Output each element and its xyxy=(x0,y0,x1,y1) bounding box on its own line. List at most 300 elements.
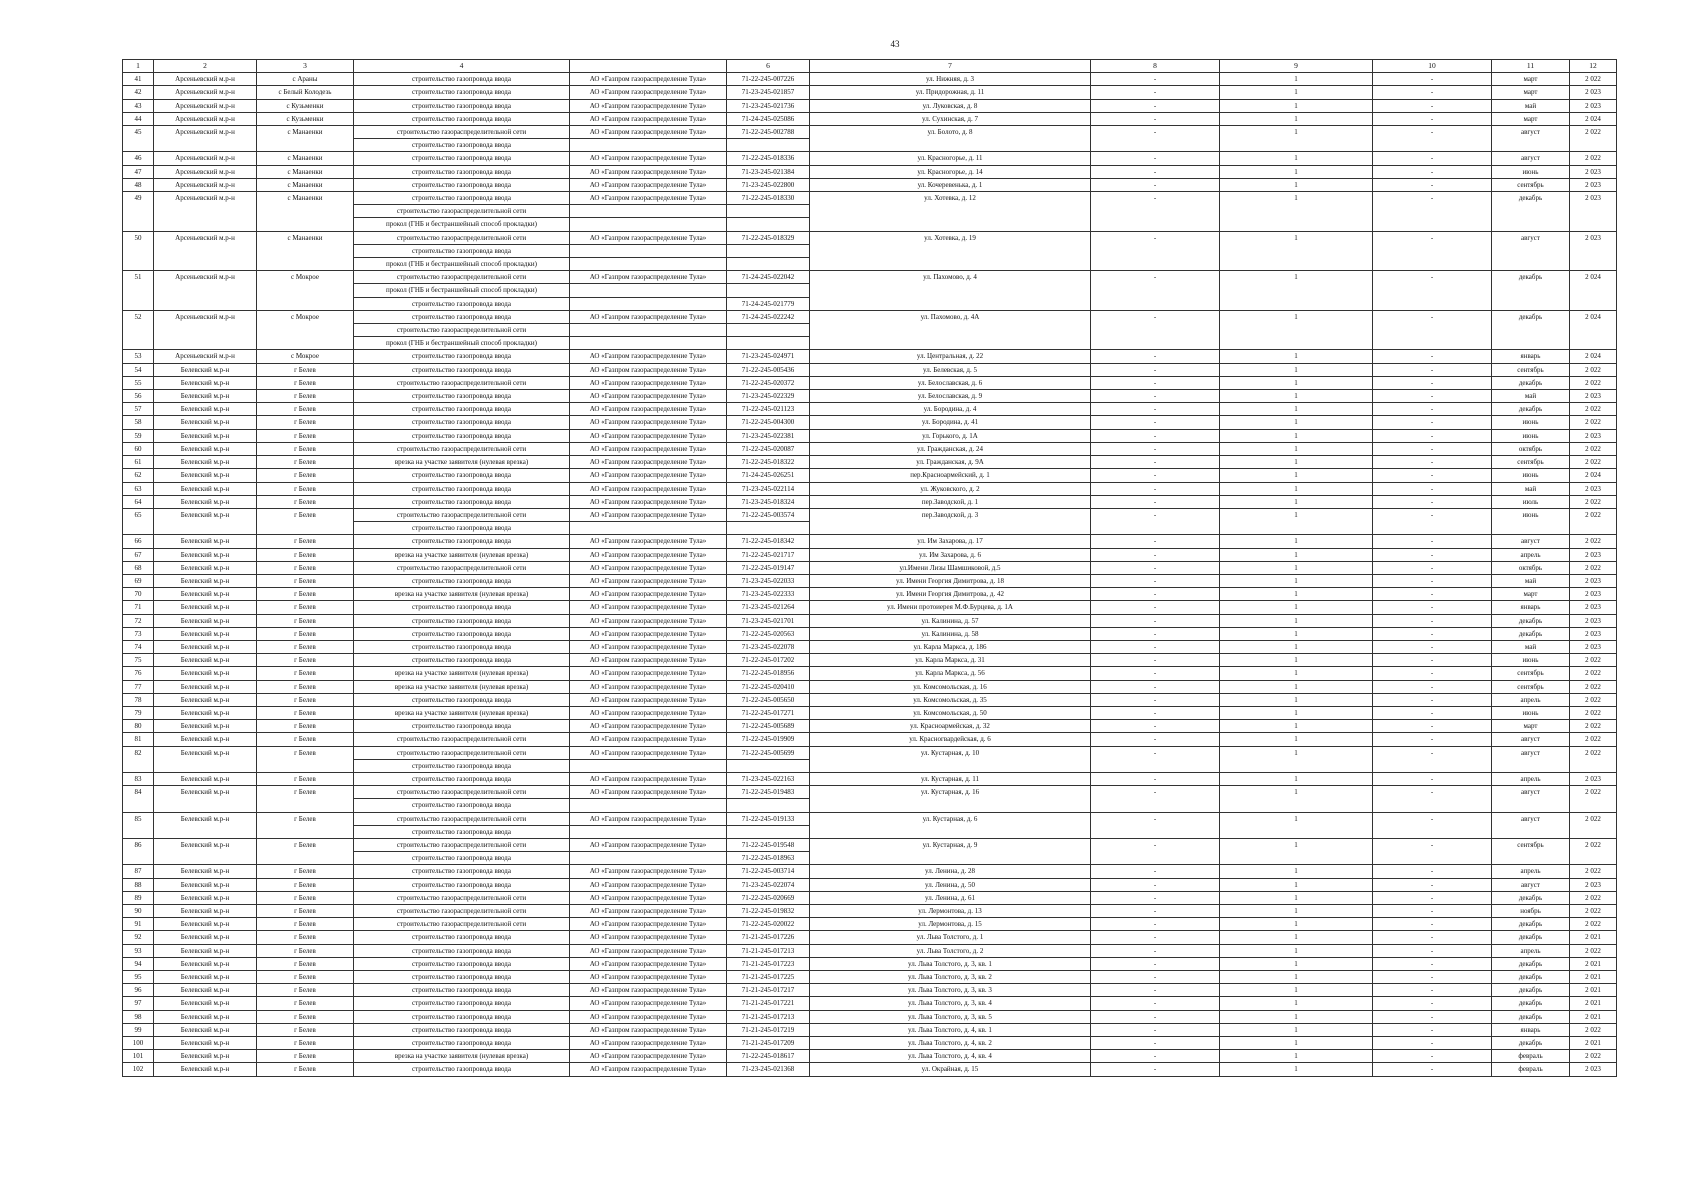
table-cell: - xyxy=(1373,548,1492,561)
table-cell xyxy=(727,258,810,271)
table-row xyxy=(123,112,1617,125)
table-cell: г Белев xyxy=(257,680,354,693)
table-cell: ул. Красногорье, д. 11 xyxy=(810,152,1091,165)
table-cell: Арсеньевский м.р-н xyxy=(154,271,257,311)
table-row xyxy=(123,376,1617,389)
table-cell: ул. Сухинская, д. 7 xyxy=(810,112,1091,125)
table-cell: 80 xyxy=(123,720,154,733)
table-cell: строительство газопровода ввода xyxy=(354,482,570,495)
table-cell: Белевский м.р-н xyxy=(154,931,257,944)
table-cell: 1 xyxy=(1220,984,1373,997)
table-cell: ул. Кустарная, д. 10 xyxy=(810,746,1091,772)
table-cell: с Кузьменки xyxy=(257,99,354,112)
table-row xyxy=(123,680,1617,693)
table-row xyxy=(123,1010,1617,1023)
table-cell: - xyxy=(1373,997,1492,1010)
table-cell: Арсеньевский м.р-н xyxy=(154,178,257,191)
table-cell xyxy=(570,852,727,865)
table-cell: 71-23-245-022329 xyxy=(727,390,810,403)
table-cell: - xyxy=(1091,508,1220,534)
table-cell xyxy=(727,324,810,337)
table-cell: - xyxy=(1373,971,1492,984)
table-cell: 2 022 xyxy=(1570,706,1617,719)
table-cell: Белевский м.р-н xyxy=(154,693,257,706)
table-cell: г Белев xyxy=(257,588,354,601)
table-row xyxy=(123,99,1617,112)
table-cell: 83 xyxy=(123,772,154,785)
table-row xyxy=(123,126,1617,139)
table-cell: 71-23-245-022074 xyxy=(727,878,810,891)
table-cell: апрель xyxy=(1492,944,1570,957)
table-row xyxy=(123,482,1617,495)
table-cell: АО «Газпром газораспределение Тула» xyxy=(570,746,727,759)
table-cell: - xyxy=(1091,126,1220,152)
table-cell: - xyxy=(1091,905,1220,918)
table-cell: ул. Белославская, д. 9 xyxy=(810,390,1091,403)
table-cell: 71-23-245-022078 xyxy=(727,640,810,653)
table-cell: строительство газопровода ввода xyxy=(354,495,570,508)
table-cell: 71-21-245-017226 xyxy=(727,931,810,944)
table-cell: - xyxy=(1373,838,1492,864)
table-cell: 2 023 xyxy=(1570,86,1617,99)
table-cell: 45 xyxy=(123,126,154,152)
table-cell: 71-24-245-026251 xyxy=(727,469,810,482)
table-cell: 71-23-245-021736 xyxy=(727,99,810,112)
table-cell: 71-24-245-022242 xyxy=(727,310,810,323)
table-row xyxy=(123,640,1617,653)
table-cell: АО «Газпром газораспределение Тула» xyxy=(570,957,727,970)
table-cell: 1 xyxy=(1220,680,1373,693)
table-cell: март xyxy=(1492,86,1570,99)
table-cell: 73 xyxy=(123,627,154,640)
table-cell: АО «Газпром газораспределение Тула» xyxy=(570,86,727,99)
table-cell: 2 024 xyxy=(1570,350,1617,363)
table-cell: 1 xyxy=(1220,73,1373,86)
table-cell: 71-22-245-018330 xyxy=(727,192,810,205)
table-cell: г Белев xyxy=(257,482,354,495)
table-cell: 52 xyxy=(123,310,154,350)
table-cell: 71-22-245-019133 xyxy=(727,812,810,825)
table-cell: - xyxy=(1091,376,1220,389)
table-cell: Арсеньевский м.р-н xyxy=(154,126,257,152)
table-cell: АО «Газпром газораспределение Тула» xyxy=(570,390,727,403)
table-row xyxy=(123,271,1617,284)
table-cell: строительство газопровода ввода xyxy=(354,944,570,957)
table-cell: 100 xyxy=(123,1037,154,1050)
table-cell: декабрь xyxy=(1492,971,1570,984)
table-row xyxy=(123,429,1617,442)
table-cell: АО «Газпром газораспределение Тула» xyxy=(570,416,727,429)
table-cell: г Белев xyxy=(257,997,354,1010)
table-cell: - xyxy=(1373,561,1492,574)
table-cell: 2 023 xyxy=(1570,231,1617,271)
table-cell: - xyxy=(1091,654,1220,667)
table-cell: г Белев xyxy=(257,416,354,429)
table-row xyxy=(123,456,1617,469)
table-cell: июнь xyxy=(1492,706,1570,719)
table-cell: 1 xyxy=(1220,720,1373,733)
table-cell: Белевский м.р-н xyxy=(154,601,257,614)
table-cell: строительство газопровода ввода xyxy=(354,522,570,535)
table-cell: 2 021 xyxy=(1570,931,1617,944)
table-cell: строительство газопровода ввода xyxy=(354,390,570,403)
table-cell: АО «Газпром газораспределение Тула» xyxy=(570,456,727,469)
table-cell: ул. Льва Толстого, д. 3, кв. 5 xyxy=(810,1010,1091,1023)
table-cell: строительство газопровода ввода xyxy=(354,244,570,257)
table-cell: АО «Газпром газораспределение Тула» xyxy=(570,772,727,785)
table-cell: - xyxy=(1091,73,1220,86)
table-cell: ул. Комсомольская, д. 35 xyxy=(810,693,1091,706)
table-cell: 51 xyxy=(123,271,154,311)
table-cell: ул. Ленина, д. 50 xyxy=(810,878,1091,891)
table-cell: АО «Газпром газораспределение Тула» xyxy=(570,561,727,574)
table-cell: - xyxy=(1091,601,1220,614)
table-cell: 71-21-245-017209 xyxy=(727,1037,810,1050)
table-cell: - xyxy=(1091,865,1220,878)
table-cell: 98 xyxy=(123,1010,154,1023)
table-cell: 71-22-245-021717 xyxy=(727,548,810,561)
table-cell: 71-22-245-017271 xyxy=(727,706,810,719)
table-cell: декабрь xyxy=(1492,957,1570,970)
table-cell: г Белев xyxy=(257,1037,354,1050)
table-cell: 71-22-245-019147 xyxy=(727,561,810,574)
table-cell: 1 xyxy=(1220,310,1373,350)
table-cell: - xyxy=(1091,984,1220,997)
table-cell: 94 xyxy=(123,957,154,970)
table-row xyxy=(123,1037,1617,1050)
table-cell: Арсеньевский м.р-н xyxy=(154,112,257,125)
table-cell: - xyxy=(1373,456,1492,469)
table-cell: 71-23-245-021857 xyxy=(727,86,810,99)
table-cell: ул. Ленина, д. 61 xyxy=(810,891,1091,904)
table-cell xyxy=(570,244,727,257)
table-cell: ул. Им Захарова, д. 17 xyxy=(810,535,1091,548)
table-row xyxy=(123,416,1617,429)
table-cell: 71-22-245-003574 xyxy=(727,508,810,521)
table-cell: строительство газораспределительной сети xyxy=(354,838,570,851)
table-cell: ул. Кустарная, д. 9 xyxy=(810,838,1091,864)
table-cell: август xyxy=(1492,126,1570,152)
table-cell: пер.Заводской, д. 1 xyxy=(810,495,1091,508)
table-cell: строительство газопровода ввода xyxy=(354,865,570,878)
table-row xyxy=(123,561,1617,574)
header-cell: 3 xyxy=(257,60,354,73)
table-cell: июнь xyxy=(1492,165,1570,178)
table-cell: ул. Жуковского, д. 2 xyxy=(810,482,1091,495)
table-cell: строительство газопровода ввода xyxy=(354,997,570,1010)
table-cell: ул. Хотевка, д. 12 xyxy=(810,192,1091,232)
table-cell: г Белев xyxy=(257,918,354,931)
table-cell: 1 xyxy=(1220,152,1373,165)
table-cell: строительство газораспределительной сети xyxy=(354,746,570,759)
table-cell: 79 xyxy=(123,706,154,719)
table-cell: Белевский м.р-н xyxy=(154,838,257,864)
table-cell: АО «Газпром газораспределение Тула» xyxy=(570,1023,727,1036)
table-row xyxy=(123,772,1617,785)
table-cell: - xyxy=(1091,271,1220,311)
table-cell: ул. Луковская, д. 8 xyxy=(810,99,1091,112)
table-cell: прокол (ГНБ и бестраншейный способ прокладки) xyxy=(354,284,570,297)
table-cell: 1 xyxy=(1220,957,1373,970)
table-cell: г Белев xyxy=(257,1063,354,1076)
table-cell: - xyxy=(1091,535,1220,548)
table-cell: 71-24-245-022042 xyxy=(727,271,810,284)
table-cell: - xyxy=(1091,192,1220,232)
table-cell: 1 xyxy=(1220,482,1373,495)
table-cell: Белевский м.р-н xyxy=(154,535,257,548)
table-cell: ул. Карла Маркса, д. 31 xyxy=(810,654,1091,667)
table-cell: 2 022 xyxy=(1570,733,1617,746)
table-cell: Белевский м.р-н xyxy=(154,812,257,838)
table-cell: 1 xyxy=(1220,905,1373,918)
table-cell: апрель xyxy=(1492,865,1570,878)
table-cell: - xyxy=(1373,720,1492,733)
table-cell: 1 xyxy=(1220,561,1373,574)
table-cell: 46 xyxy=(123,152,154,165)
table-cell: 50 xyxy=(123,231,154,271)
table-cell: АО «Газпром газораспределение Тула» xyxy=(570,654,727,667)
table-cell: АО «Газпром газораспределение Тула» xyxy=(570,429,727,442)
table-cell: ул.Имени Лизы Шамшиковой, д.5 xyxy=(810,561,1091,574)
table-cell: 87 xyxy=(123,865,154,878)
table-cell: строительство газопровода ввода xyxy=(354,984,570,997)
table-cell xyxy=(570,139,727,152)
table-row xyxy=(123,891,1617,904)
header-cell: 2 xyxy=(154,60,257,73)
table-cell: 2 022 xyxy=(1570,126,1617,152)
table-cell: - xyxy=(1373,165,1492,178)
table-cell: АО «Газпром газораспределение Тула» xyxy=(570,548,727,561)
table-cell: АО «Газпром газораспределение Тула» xyxy=(570,535,727,548)
table-cell: 71-22-245-020372 xyxy=(727,376,810,389)
table-cell xyxy=(570,297,727,310)
table-cell: 71-22-245-018329 xyxy=(727,231,810,244)
table-cell: - xyxy=(1373,271,1492,311)
table-cell: строительство газопровода ввода xyxy=(354,178,570,191)
table-cell: - xyxy=(1373,667,1492,680)
table-cell xyxy=(727,244,810,257)
table-cell: г Белев xyxy=(257,865,354,878)
table-cell: 84 xyxy=(123,786,154,812)
table-cell: 71-22-245-002788 xyxy=(727,126,810,139)
table-cell: 55 xyxy=(123,376,154,389)
table-cell xyxy=(727,337,810,350)
table-cell: - xyxy=(1091,944,1220,957)
table-cell: июнь xyxy=(1492,416,1570,429)
table-cell: Белевский м.р-н xyxy=(154,442,257,455)
table-cell: строительство газопровода ввода xyxy=(354,297,570,310)
table-cell: АО «Газпром газораспределение Тула» xyxy=(570,997,727,1010)
table-cell: 2 023 xyxy=(1570,390,1617,403)
table-cell: 63 xyxy=(123,482,154,495)
table-cell: 2 023 xyxy=(1570,640,1617,653)
table-cell: - xyxy=(1373,640,1492,653)
table-cell: - xyxy=(1091,1037,1220,1050)
table-cell: Арсеньевский м.р-н xyxy=(154,310,257,350)
table-cell: г Белев xyxy=(257,984,354,997)
table-cell: - xyxy=(1373,984,1492,997)
table-cell: - xyxy=(1091,957,1220,970)
table-cell: 1 xyxy=(1220,865,1373,878)
table-row xyxy=(123,706,1617,719)
table-cell: октябрь xyxy=(1492,442,1570,455)
table-cell: 61 xyxy=(123,456,154,469)
table-row xyxy=(123,720,1617,733)
table-row xyxy=(123,178,1617,191)
table-cell: декабрь xyxy=(1492,271,1570,311)
table-cell: 1 xyxy=(1220,601,1373,614)
table-row xyxy=(123,878,1617,891)
table-cell: строительство газопровода ввода xyxy=(354,416,570,429)
table-cell: 91 xyxy=(123,918,154,931)
table-cell: - xyxy=(1373,1023,1492,1036)
table-cell: декабрь xyxy=(1492,376,1570,389)
table-cell: 1 xyxy=(1220,574,1373,587)
table-cell: декабрь xyxy=(1492,918,1570,931)
table-cell: АО «Газпром газораспределение Тула» xyxy=(570,403,727,416)
table-cell: - xyxy=(1373,706,1492,719)
table-cell: 82 xyxy=(123,746,154,772)
table-cell: Белевский м.р-н xyxy=(154,363,257,376)
table-cell: август xyxy=(1492,878,1570,891)
table-cell: строительство газораспределительной сети xyxy=(354,905,570,918)
table-cell: с Кузьменки xyxy=(257,112,354,125)
table-cell: ул. Красноармейская, д. 32 xyxy=(810,720,1091,733)
table-row xyxy=(123,601,1617,614)
table-cell: АО «Газпром газораспределение Тула» xyxy=(570,1010,727,1023)
table-cell: г Белев xyxy=(257,548,354,561)
table-cell: - xyxy=(1091,456,1220,469)
table-cell: Белевский м.р-н xyxy=(154,746,257,772)
table-cell: июнь xyxy=(1492,429,1570,442)
table-cell: АО «Газпром газораспределение Тула» xyxy=(570,508,727,521)
table-row xyxy=(123,350,1617,363)
table-cell: ул. Кочеревенька, д. 1 xyxy=(810,178,1091,191)
table-cell: АО «Газпром газораспределение Тула» xyxy=(570,192,727,205)
table-cell: декабрь xyxy=(1492,192,1570,232)
table-cell: - xyxy=(1091,971,1220,984)
table-cell: г Белев xyxy=(257,601,354,614)
table-cell: Арсеньевский м.р-н xyxy=(154,73,257,86)
table-cell: 71-21-245-017217 xyxy=(727,984,810,997)
table-cell: ул. Карла Маркса, д. 56 xyxy=(810,667,1091,680)
table-cell: ул. Пахомово, д. 4А xyxy=(810,310,1091,350)
table-cell: 71-22-245-019909 xyxy=(727,733,810,746)
table-cell: август xyxy=(1492,746,1570,772)
table-cell: 2 022 xyxy=(1570,416,1617,429)
table-row xyxy=(123,363,1617,376)
table-cell: март xyxy=(1492,720,1570,733)
table-cell: строительство газопровода ввода xyxy=(354,1023,570,1036)
table-row xyxy=(123,838,1617,851)
table-cell: строительство газораспределительной сети xyxy=(354,271,570,284)
table-cell: Белевский м.р-н xyxy=(154,984,257,997)
table-cell: июнь xyxy=(1492,469,1570,482)
table-cell: - xyxy=(1373,178,1492,191)
table-cell: сентябрь xyxy=(1492,456,1570,469)
table-body xyxy=(123,60,1617,1077)
table-cell: - xyxy=(1373,693,1492,706)
table-cell: строительство газораспределительной сети xyxy=(354,561,570,574)
table-cell: 1 xyxy=(1220,403,1373,416)
table-cell: - xyxy=(1091,706,1220,719)
table-cell: АО «Газпром газораспределение Тула» xyxy=(570,667,727,680)
table-cell: май xyxy=(1492,640,1570,653)
table-cell: - xyxy=(1091,403,1220,416)
table-cell: г Белев xyxy=(257,931,354,944)
table-cell: 71-23-245-021701 xyxy=(727,614,810,627)
table-cell: АО «Газпром газораспределение Тула» xyxy=(570,574,727,587)
table-cell: Белевский м.р-н xyxy=(154,1023,257,1036)
table-row xyxy=(123,654,1617,667)
table-cell: АО «Газпром газораспределение Тула» xyxy=(570,165,727,178)
table-row xyxy=(123,627,1617,640)
table-cell: 2 023 xyxy=(1570,601,1617,614)
table-cell: - xyxy=(1373,429,1492,442)
table-cell: строительство газопровода ввода xyxy=(354,772,570,785)
table-cell: ул. Им Захарова, д. 6 xyxy=(810,548,1091,561)
table-row xyxy=(123,971,1617,984)
table-cell: 48 xyxy=(123,178,154,191)
table-cell: строительство газопровода ввода xyxy=(354,469,570,482)
table-cell: 1 xyxy=(1220,112,1373,125)
table-cell: сентябрь xyxy=(1492,667,1570,680)
table-cell xyxy=(727,205,810,218)
table-cell: - xyxy=(1373,73,1492,86)
table-cell: 2 022 xyxy=(1570,152,1617,165)
table-cell: г Белев xyxy=(257,971,354,984)
table-row xyxy=(123,812,1617,825)
table-cell: 92 xyxy=(123,931,154,944)
table-cell: Белевский м.р-н xyxy=(154,627,257,640)
table-cell: июнь xyxy=(1492,508,1570,534)
table-cell: Белевский м.р-н xyxy=(154,1050,257,1063)
table-cell: - xyxy=(1373,231,1492,271)
table-cell xyxy=(727,522,810,535)
column-number-header-row xyxy=(123,60,1617,73)
table-cell: ул. Белославская, д. 6 xyxy=(810,376,1091,389)
table-cell: - xyxy=(1091,786,1220,812)
table-cell: 71-23-245-024971 xyxy=(727,350,810,363)
table-cell: Белевский м.р-н xyxy=(154,905,257,918)
table-cell: ул. Пахомово, д. 4 xyxy=(810,271,1091,311)
table-cell: Арсеньевский м.р-н xyxy=(154,152,257,165)
table-cell: - xyxy=(1373,482,1492,495)
table-cell: 2 021 xyxy=(1570,1010,1617,1023)
table-cell: 71-22-245-020022 xyxy=(727,918,810,931)
table-cell: 2 022 xyxy=(1570,456,1617,469)
table-cell: 1 xyxy=(1220,126,1373,152)
table-cell: строительство газопровода ввода xyxy=(354,878,570,891)
table-cell: строительство газораспределительной сети xyxy=(354,733,570,746)
table-cell: 1 xyxy=(1220,416,1373,429)
table-cell: АО «Газпром газораспределение Тула» xyxy=(570,614,727,627)
table-cell: строительство газораспределительной сети xyxy=(354,324,570,337)
table-cell: 71-22-245-003714 xyxy=(727,865,810,878)
table-cell: 71-22-245-018322 xyxy=(727,456,810,469)
table-cell: - xyxy=(1373,812,1492,838)
table-cell: г Белев xyxy=(257,1010,354,1023)
table-cell: февраль xyxy=(1492,1063,1570,1076)
table-cell: АО «Газпром газораспределение Тула» xyxy=(570,931,727,944)
table-cell: - xyxy=(1091,165,1220,178)
table-cell: 1 xyxy=(1220,535,1373,548)
table-cell: 1 xyxy=(1220,495,1373,508)
table-cell: строительство газопровода ввода xyxy=(354,614,570,627)
table-cell: с Манаенки xyxy=(257,178,354,191)
table-cell: г Белев xyxy=(257,390,354,403)
table-cell: АО «Газпром газораспределение Тула» xyxy=(570,495,727,508)
